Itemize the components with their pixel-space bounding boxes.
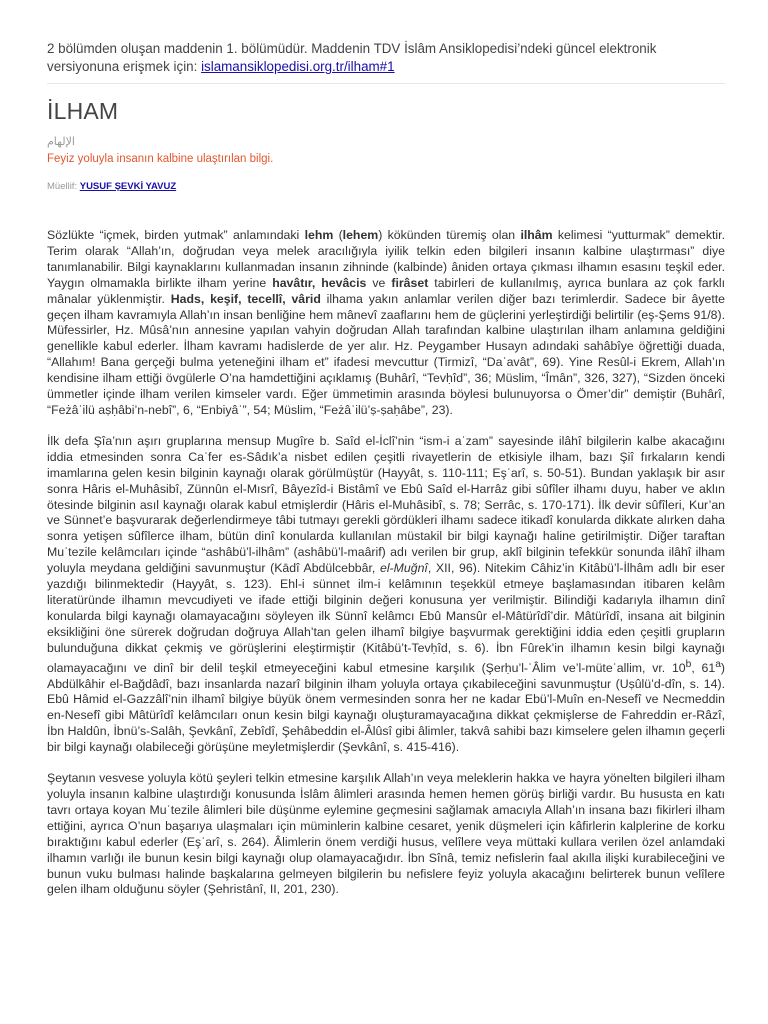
article-body [47,228,725,898]
arabic-title: الإلهام [47,136,75,148]
edition-notice [47,40,725,76]
author-link[interactable]: YUSUF ŞEVKİ YAVUZ [79,181,177,192]
superscript: b [685,658,692,670]
bold-term: lehem [342,228,379,242]
italic-title: el-Muğnî [379,561,428,576]
paragraph-text: ) Abdülkâhir el-Bağdâdî, bazı insanlarda nazarî bilginin ilham yoluyla ortaya çıkabileceğini savunmuştur (Uṣûlü’d-dîn, s. 14). Ebû Hâmid el-Gazzâlî’nin ilhamî bilgiye büyük önem vermesinden sonra her ne kadar Ebü’l-Muîn en-Nesefî ve Necmeddin en-Nesefî gibi Mâtürîdî kelâmcıları onun kesin bilgi kaynağı oluşturamayacağına dikkat çekmişlerse de Fahreddin er-Râzî, İbn Haldûn, İbnü’s-Salâh, Şevkânî, Zebîdî, Şehâbeddin el-Âlûsî gibi âlimler, takvâ sahibi bazı kimselere gelen ilhamın geçerli bir bilgi kaynağı olabileceği görüşüne meyletmişlerdir (Şevkânî, s. 415-416). [47,660,726,755]
divider [47,83,725,84]
paragraph-text: ( [333,228,343,242]
paragraph-text: İlk defa Şîa’nın aşırı gruplarına mensup Mugîre b. Saîd el-İclî’nin “ism-i aʿzam” sayesinde ilâhî bilgilerin kalbe akacağını iddia etmesinden sonra Caʿfer es-Sâdık’a nisbet edilen çeşitli rivayetlerin de etkisiyle ilham, bazı Şiî fırkaların kendi imamlarına gelen kesin bilginin kaynağı olarak görülmüştür (Hayyât, s. 110-111; Eşʿarî, s. 50-51). Bundan yaklaşık bir asır sonra Hâris el-Muhâsibî, Zünnûn el-Mısrî, Bâyezîd-i Bistâmî ve Ebû Saîd el-Harrâz gibi sûfîler ilhamı duyu, haber ve aklın ötesinde bilginin asıl kaynağı olarak kabul etmişlerdir (Hâris el-Muhâsibî, s. 78; Serrâc, s. 170-171). İlk devir sûfîleri, Kur’an ve Sünnet’e başvurarak değerlendirmeye tâbi tutmayı gerekli gördükleri ilhamı sadece itikadî konularda dikkate alırken daha sonra yetişen sûfîlerce ilham, bütün dinî konularda kullanılan müstakil bir bilgi kaynağı haline getirilmiştir. Diğer taraftan Muʿtezile kelâmcıları içinde “ashâbü’l-ilhâm” (ashâbü’l-maârif) adı verilen bir grup, aklî bilginin tefekkür sonunda ilâhî ilham yoluyla meydana geldiğini savunmuştur (Kādî Abdülcebbâr, [47,433,725,576]
paragraph-text: Şeytanın vesvese yoluyla kötü şeyleri telkin etmesine karşılık Allah’ın veya meleklerin hakka ve hayra yönelten bilgileri ilham yoluyla insanın kalbine ulaştırdığı konusunda İslâm âlimleri arasında hemen hemen görüş birliği vardır. Bu hususta en katı tavrı ortaya koyan Muʿtezile âlimleri bile düşünme eylemine geçmesini sağlamak amacıyla Allah’ın insana bazı fikirleri ilham ettiğini, ayrıca O’nun başarıya ulaşmaları için müminlerin kalbine cesaret, yenik düşmeleri için kâfirlerin kalplerine de korku bıraktığını kabul ederler (Eşʿarî, s. 264). Âlimlerin önem verdiği husus, velîlere veya müttaki kullara verilen özel anlamdaki ilhamın varlığı ile bunun kesin bilgi kaynağı olup olamayacağıdır. İbn Sînâ, temiz nefislerin faal akılla ilişki kurabileceğini ve bunun vuku bulması halinde başkalarına gelmeyen bilgilerin bu nefislere feyiz yoluyla akacağını belirterek bunun velîlere gelen ilham olduğunu söyler (Şehristânî, II, 201, 230). [47,771,725,897]
bold-term: firâset [391,275,429,290]
paragraph-text: kelimesi “yutturmak” demektir. Terim olarak “Allah’ın, doğrudan veya melek aracılığıyla iyilik telkin eden bilgileri insanın kalbine ulaştırması” diye tanımlanabilir. Bilgi kaynaklarını kullanmadan insanın zihninde (kalbinde) âniden ortaya çıkması ilhamın esasını teşkil eder. Yaygın olmamakla birlikte ilham yerine [47,228,725,290]
author-line [47,181,725,192]
bold-term: Hads, keşif, tecellî, vârid [170,291,321,306]
bold-term: havâtır, hevâcis [272,275,367,290]
paragraph-text: Sözlükte “içmek, birden yutmak” anlamındaki [47,228,305,242]
paragraph-text: ) kökünden türemiş olan [378,228,521,242]
paragraph-text: , XII, 96). Nitekim Câhiz’in Kitâbü’l-İlhâm adlı bir eser yazdığı bilinmektedir (Hayyât, s. 123). Ehl-i sünnet ilm-i kelâmının teşekkül etmeye başlamasından itibaren kelâm literatüründe ilhamın mevcudiyeti ve ifade ettiği bilginin değeri konusuna yer verilmiştir. Bilindiği kadarıyla ilhamın dinî konularda bilgi kaynağı olamayacağını söyleyen ilk Sünnî kelâmcı Ebû Mansûr el-Mâtürîdî’dir. Mâtürîdî, insana ait bilginin eksikliğini öne sürerek doğrudan doğruya Allah’tan gelen ilhamî bilgiye başvurmak gerektiğini iddia eden çeşitli grupların bulunduğuna dikkat çekmiş ve görüşlerini eleştirmiştir (Kitâbü’t-Tevḥîd, s. 6). İbn Fûrek’in ilhamın kesin bilgi kaynağı olamayacağını ve dinî bir delil teşkil etmeyeceğini kabul etmesine karşılık (Şerḥu’l-ʿÂlim ve’l-müteʿallim, vr. 10 [47,561,725,675]
paragraph-text: , 61 [691,660,716,675]
encyclopedia-link[interactable]: islamansiklopedisi.org.tr/ilham#1 [201,59,395,74]
bold-term: ilhâm [520,228,553,242]
superscript: a [715,658,721,670]
article-subtitle: Feyiz yoluyla insanın kalbine ulaştırılan bilgi. [47,153,274,165]
paragraph-text: ve [366,275,392,290]
author-label: Müellif: [47,181,80,192]
article-title: İLHAM [47,98,119,124]
edition-notice-text: 2 bölümden oluşan maddenin 1. bölümüdür. Maddenin TDV İslâm Ansiklopedisi’ndeki güncel elektronik versiyonuna erişmek için: [47,41,657,74]
paragraph-1 [47,228,725,419]
paragraph-3 [47,771,725,898]
paragraph-text: tabirleri de kullanılmış, ayrıca bunlara az çok farklı mânalar yüklenmiştir. [47,275,726,306]
paragraph-text: ilhama yakın anlamlar verilen diğer bazı terimlerdir. Sadece bir âyette geçen ilham kavramıyla Allah’ın insan benliğine hem mânevî zaaflarını hem de güçlerini yerleştirdiği belirtilir (eş-Şems 91/8). Müfessirler, Hz. Mûsâ’nın annesine yapılan vahyin doğrudan Allah tarafından kalbine ulaştırılan ilham anlamına geldiğini genellikle kabul ederler. İlham kavramı hadislerde de yer alır. Hz. Peygamber Husayn adındaki sahâbîye öğrettiği duada, “Allahım! Bana gerçeği bulma yeteneğini ilham et” ifadesi mevcuttur (Tirmizî, “Daʿavât”, 69). Yine Resûl-i Ekrem, Allah’ın kendisine ilham ettiği övgülerle O’na hamdettiğini açıklamış (Buhârî, “Tevḥîd”, 36; Müslim, “Îmân”, 326, 327), “Sizden önceki ümmetler içinde ilham verilen kimseler vardı. Eğer ümmetimin arasında böylesi bulunuyorsa o Ömer’dir” demiştir (Buhârî, “Feżâʾilü aṣḥâbi’n-nebî”, 6, “Enbiyâʾ”, 54; Müslim, “Feżâʾilü’ṣ-ṣaḥâbe”, 23). [47,291,725,417]
paragraph-2 [47,434,725,756]
bold-term: lehm [304,228,334,242]
